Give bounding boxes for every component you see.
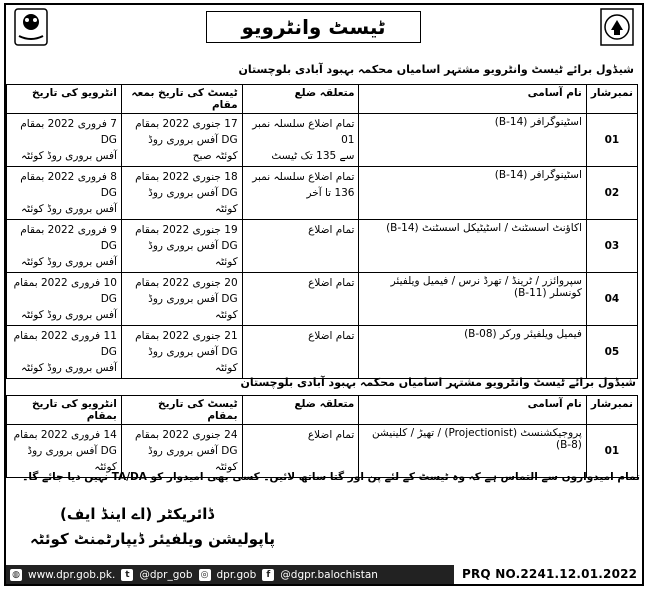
- prq-number: PRQ NO.2241.12.01.2022: [462, 567, 638, 581]
- table-row: [7, 425, 638, 478]
- district-cell-line: 136 تا آخر: [306, 187, 355, 199]
- interview-date-cell-line: آفس بروری روڈ کوئٹہ: [21, 309, 117, 321]
- test-date-cell-line: DG آفس بروری روڈ کوئٹہ: [148, 293, 238, 321]
- department-seal-icon: [600, 8, 634, 46]
- test-date-cell-line: DG آفس بروری روڈ کوئٹہ: [148, 240, 238, 268]
- interview-date-cell-line: 8 فروری 2022 بمقام DG: [20, 171, 117, 199]
- interview-date-cell-line: 14 فروری 2022 بمقام: [13, 429, 117, 441]
- section2-subtitle: شیڈول برائے ٹیسٹ وانٹرویو مشتہر اسامیاں محکمہ بہبود آبادی بلوچستان: [240, 376, 636, 389]
- test-date-cell-line: 17 جنوری 2022 بمقام: [135, 118, 238, 130]
- test-date-cell-line: DG آفس بروری روڈ کوئٹہ: [148, 187, 238, 215]
- table-row: [7, 167, 638, 220]
- district-cell-line: تمام اضلاع سلسلہ نمبر: [252, 171, 355, 183]
- test-date-cell-line: 21 جنوری 2022 بمقام: [135, 330, 238, 342]
- district-cell: [242, 425, 359, 478]
- district-cell: [242, 167, 359, 220]
- col-interview-date: انٹرویو کی تاریخ: [7, 85, 122, 114]
- col-district: متعلقہ ضلع: [242, 85, 359, 114]
- test-date-cell-line: DG آفس بروری روڈ کوئٹہ: [148, 445, 238, 473]
- col-interview-date: انٹرویو کی تاریخ بمقام: [7, 396, 122, 425]
- table-row: [7, 220, 638, 273]
- table-header-row: [7, 396, 638, 425]
- table-row: [7, 326, 638, 379]
- post-cell: سپروائزر / ٹرینڈ / تھرڈ نرس / فیمیل ویلفیئر کونسلر (B-11): [359, 273, 586, 326]
- district-cell-line: تمام اضلاع: [308, 330, 355, 342]
- district-cell-line: تمام اضلاع: [307, 429, 355, 441]
- test-date-cell-line: 24 جنوری 2022 بمقام: [135, 429, 238, 441]
- serial-cell: 05: [586, 326, 637, 379]
- table-row: [7, 114, 638, 167]
- interview-date-cell: [7, 114, 122, 167]
- district-cell: [242, 220, 359, 273]
- test-date-cell-line: DG آفس بروری روڈ کوئٹہ: [148, 346, 238, 374]
- candidate-note: تمام امیدواروں سے التماس ہے کہ وہ ٹیسٹ کے لئے پن اور گتا ساتھ لائیں۔ کسی بھی امیدوار کو TA/DA نہیں دیا جائے گا۔: [22, 471, 640, 483]
- district-cell-line: سے 135 تک ٹیسٹ: [271, 150, 355, 162]
- test-date-cell: [121, 114, 242, 167]
- district-cell: [242, 114, 359, 167]
- post-cell: اسٹینوگرافر (B-14): [359, 114, 586, 167]
- serial-cell: 01: [586, 425, 637, 478]
- footer-instagram[interactable]: dpr.gob: [216, 568, 257, 581]
- col-test-date: ٹیسٹ کی تاریخ بمقام: [121, 396, 242, 425]
- interview-date-cell-line: 10 فروری 2022 بمقام DG: [13, 277, 117, 305]
- test-date-cell-line: 20 جنوری 2022 بمقام: [135, 277, 238, 289]
- interview-date-cell-line: 11 فروری 2022 بمقام DG: [13, 330, 117, 358]
- facebook-icon: f: [262, 569, 274, 581]
- interview-date-cell-line: آفس بروری روڈ کوئٹہ: [21, 362, 117, 374]
- schedule-table-1: [6, 84, 638, 379]
- district-cell-line: تمام اضلاع: [308, 277, 355, 289]
- test-date-cell: [121, 425, 242, 478]
- interview-date-cell-line: 7 فروری 2022 بمقام DG: [20, 118, 117, 146]
- twitter-icon: t: [121, 569, 133, 581]
- test-date-cell-line: DG آفس بروری روڈ کوئٹہ صبح: [148, 134, 238, 162]
- instagram-icon: ◎: [199, 569, 211, 581]
- interview-date-cell: [7, 220, 122, 273]
- test-date-cell-line: 18 جنوری 2022 بمقام: [135, 171, 238, 183]
- footer-contact-bar: [6, 565, 454, 584]
- schedule-table-2: [6, 395, 638, 478]
- table-header-row: [7, 85, 638, 114]
- footer-twitter[interactable]: @dpr_gob: [139, 568, 193, 581]
- post-cell: اکاؤنٹ اسسٹنٹ / اسٹیٹیکل اسسٹنٹ (B-14): [359, 220, 586, 273]
- district-cell-line: تمام اضلاع: [308, 224, 355, 236]
- footer-website[interactable]: www.dpr.gob.pk.: [28, 568, 116, 581]
- col-serial: نمبرشار: [586, 85, 637, 114]
- interview-date-cell: [7, 425, 122, 478]
- section1-subtitle: شیڈول برائے ٹیسٹ وانٹرویو مشتہر اسامیاں محکمہ بہبود آبادی بلوچستان: [238, 63, 634, 76]
- test-date-cell: [121, 273, 242, 326]
- footer-facebook[interactable]: @dgpr.balochistan: [280, 568, 378, 581]
- serial-cell: 02: [586, 167, 637, 220]
- col-post: نام آسامی: [359, 85, 586, 114]
- test-date-cell: [121, 167, 242, 220]
- interview-date-cell-line: 9 فروری 2022 بمقام DG: [20, 224, 117, 252]
- col-post: نام آسامی: [359, 396, 587, 425]
- test-date-cell-line: 19 جنوری 2022 بمقام: [135, 224, 238, 236]
- interview-date-cell-line: آفس بروری روڈ کوئٹہ: [21, 150, 117, 162]
- table-row: [7, 273, 638, 326]
- col-test-date: ٹیسٹ کی تاریخ بمعہ مقام: [121, 85, 242, 114]
- interview-date-cell-line: DG آفس بروری روڈ کوئٹہ: [27, 445, 117, 473]
- interview-date-cell: [7, 326, 122, 379]
- col-district: متعلقہ ضلع: [242, 396, 359, 425]
- interview-date-cell: [7, 273, 122, 326]
- page-title: ٹیسٹ وانٹرویو: [206, 11, 421, 43]
- col-serial: نمبرشار: [586, 396, 637, 425]
- district-cell: [242, 273, 359, 326]
- serial-cell: 03: [586, 220, 637, 273]
- district-cell-line: تمام اضلاع سلسلہ نمبر 01: [252, 118, 355, 146]
- test-date-cell: [121, 220, 242, 273]
- government-emblem-icon: [14, 8, 48, 46]
- globe-icon: ◍: [10, 569, 22, 581]
- district-cell: [242, 326, 359, 379]
- serial-cell: 04: [586, 273, 637, 326]
- serial-cell: 01: [586, 114, 637, 167]
- signatory-designation: ڈائریکٹر (اے اینڈ ایف): [60, 505, 215, 523]
- post-cell: اسٹینوگرافر (B-14): [359, 167, 586, 220]
- interview-date-cell-line: آفس بروری روڈ کوئٹہ: [21, 256, 117, 268]
- post-cell: پروجیکشنسٹ (Projectionist) / تھیڑ / کلینیشن (B-8): [359, 425, 587, 478]
- interview-date-cell-line: آفس بروری روڈ کوئٹہ: [21, 203, 117, 215]
- test-date-cell: [121, 326, 242, 379]
- interview-date-cell: [7, 167, 122, 220]
- post-cell: فیمیل ویلفیئر ورکر (B-08): [359, 326, 586, 379]
- signatory-department: پاپولیشن ویلفیئر ڈیپارٹمنٹ کوئٹہ: [30, 530, 276, 548]
